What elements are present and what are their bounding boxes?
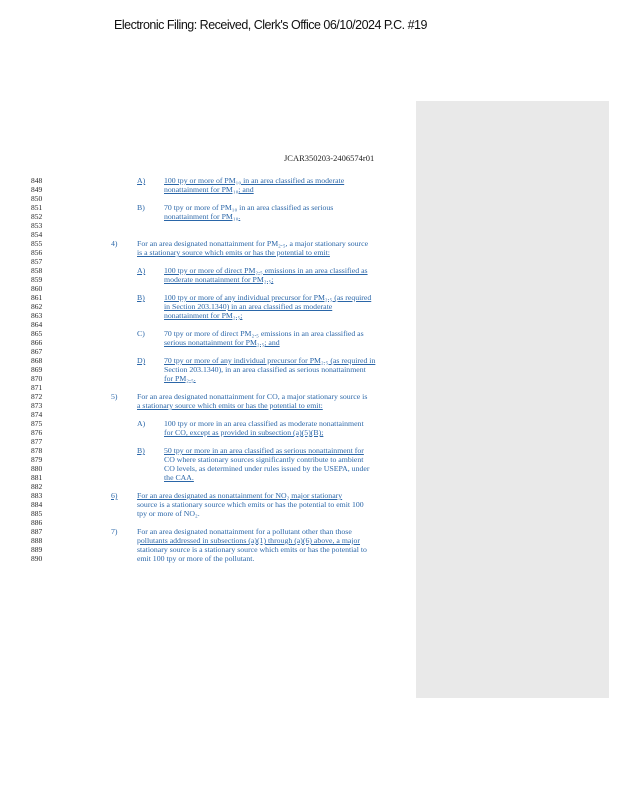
line-number: 857	[31, 257, 43, 266]
line-number: 852	[31, 212, 43, 221]
clause-marker: 4)	[111, 239, 118, 248]
clause-marker: C)	[137, 329, 145, 338]
clause-marker: 6)	[111, 491, 118, 500]
clause-text-line: serious nonattainment for PM₂.₅; and	[164, 338, 280, 347]
line-number: 888	[31, 536, 43, 545]
line-number: 868	[31, 356, 43, 365]
line-number: 877	[31, 437, 43, 446]
clause-text-line: for CO, except as provided in subsection (a)(5)(B);	[164, 428, 324, 437]
clause-text-line: Section 203.1340), in an area classified as serious nonattainment	[164, 365, 366, 374]
clause-text-line: For an area designated as nonattainment for NO₂ major stationary	[137, 491, 343, 500]
clause-text-line: moderate nonattainment for PM₂.₅;	[164, 275, 274, 284]
line-number: 864	[31, 320, 43, 329]
line-number: 889	[31, 545, 43, 554]
line-number: 853	[31, 221, 43, 230]
clause-text-line: 100 tpy or more of PM₁₀ in an area classified as moderate	[164, 176, 345, 185]
line-number: 876	[31, 428, 43, 437]
line-number: 863	[31, 311, 43, 320]
clause-text-line: 70 tpy or more of direct PM₂.₅ emissions in an area classified as	[164, 329, 364, 338]
line-number: 875	[31, 419, 43, 428]
clause-text-line: nonattainment for PM₁₀.	[164, 212, 241, 221]
clause-marker: A)	[137, 176, 146, 185]
line-number: 881	[31, 473, 43, 482]
line-number: 869	[31, 365, 43, 374]
clause-text-line: CO levels, as determined under rules issued by the USEPA, under	[164, 464, 370, 473]
line-number: 854	[31, 230, 43, 239]
line-number: 874	[31, 410, 43, 419]
line-number: 848	[31, 176, 43, 185]
clause-text-line: CO where stationary sources significantly contribute to ambient	[164, 455, 364, 464]
clause-text-line: source is a stationary source which emits or has the potential to emit 100	[137, 500, 364, 509]
clause-marker: A)	[137, 419, 146, 428]
line-number: 878	[31, 446, 43, 455]
line-number: 871	[31, 383, 43, 392]
line-number: 855	[31, 239, 43, 248]
clause-text-line: pollutants addressed in subsections (a)(1) through (a)(6) above, a major	[137, 536, 361, 545]
clause-text-line: for PM₂.₅.	[164, 374, 196, 383]
line-number: 879	[31, 455, 43, 464]
line-number: 859	[31, 275, 43, 284]
clause-text-line: 100 tpy or more of direct PM₂.₅ emissions in an area classified as	[164, 266, 368, 275]
line-number: 867	[31, 347, 43, 356]
clause-text-line: 50 tpy or more in an area classified as serious nonattainment for	[164, 446, 364, 455]
clause-text-line: For an area designated nonattainment for PM₂.₅, a major stationary source	[137, 239, 369, 248]
clause-text-line: a stationary source which emits or has the potential to emit:	[137, 401, 323, 410]
comment-margin-pane	[416, 101, 609, 698]
clause-marker: A)	[137, 266, 146, 275]
document-id: JCAR350203-2406574r01	[284, 153, 375, 163]
line-number: 849	[31, 185, 43, 194]
line-number: 856	[31, 248, 43, 257]
clause-text-line: 100 tpy or more in an area classified as moderate nonattainment	[164, 419, 364, 428]
clause-text-line: 70 tpy or more of any individual precursor for PM₂.₅ (as required in	[164, 356, 376, 365]
filing-header: Electronic Filing: Received, Clerk's Office 06/10/2024 P.C. #19	[114, 18, 427, 32]
clause-text-line: nonattainment for PM₁₀; and	[164, 185, 254, 194]
clause-text-line: emit 100 tpy or more of the pollutant.	[137, 554, 255, 563]
line-number: 884	[31, 500, 43, 509]
line-number: 866	[31, 338, 43, 347]
clause-text-line: stationary source is a stationary source which emits or has the potential to	[137, 545, 367, 554]
line-number: 861	[31, 293, 43, 302]
line-number: 885	[31, 509, 43, 518]
line-number-column	[31, 176, 42, 563]
line-number: 882	[31, 482, 43, 491]
line-number: 872	[31, 392, 43, 401]
line-number: 860	[31, 284, 43, 293]
line-number: 883	[31, 491, 43, 500]
clause-text-line: 70 tpy or more of PM₁₀ in an area classified as serious	[164, 203, 334, 212]
clause-marker: 7)	[111, 527, 118, 536]
clause-text-line: For an area designated nonattainment for CO, a major stationary source is	[137, 392, 368, 401]
clause-text-line: is a stationary source which emits or has the potential to emit:	[137, 248, 330, 257]
line-number: 887	[31, 527, 43, 536]
line-number: 851	[31, 203, 43, 212]
clause-text-line: tpy or more of NO₂.	[137, 509, 200, 518]
line-number: 858	[31, 266, 43, 275]
line-number: 880	[31, 464, 43, 473]
line-number: 870	[31, 374, 43, 383]
clause-text-line: nonattainment for PM₂.₅;	[164, 311, 243, 320]
line-number: 865	[31, 329, 43, 338]
clause-text-line: 100 tpy or more of any individual precursor for PM₂.₅ (as required	[164, 293, 372, 302]
line-number: 873	[31, 401, 43, 410]
line-number: 862	[31, 302, 43, 311]
clause-marker: 5)	[111, 392, 118, 401]
clause-marker: D)	[137, 356, 146, 365]
clause-marker: B)	[137, 446, 145, 455]
clause-text-line: the CAA.	[164, 473, 194, 482]
line-number: 886	[31, 518, 43, 527]
clause-text-line: in Section 203.1340) in an area classified as moderate	[164, 302, 333, 311]
clause-marker: B)	[137, 293, 145, 302]
clause-text-line: For an area designated nonattainment for a pollutant other than those	[137, 527, 352, 536]
line-number: 890	[31, 554, 43, 563]
line-number: 850	[31, 194, 43, 203]
clause-marker: B)	[137, 203, 145, 212]
